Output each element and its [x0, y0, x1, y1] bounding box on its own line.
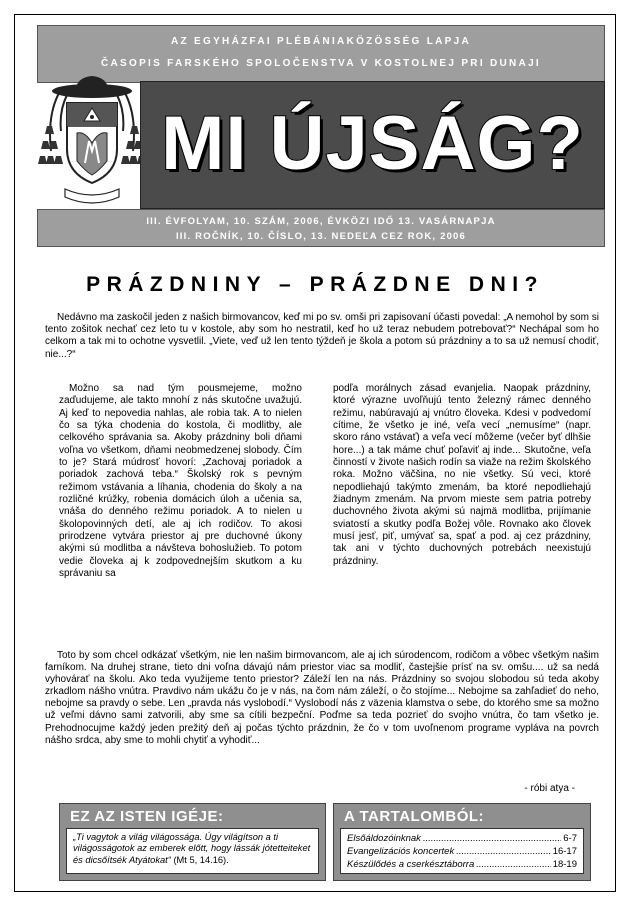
contents-item-name: Evangelizációs koncertek — [347, 846, 455, 857]
article-closing — [45, 650, 599, 747]
newsletter-page — [14, 14, 616, 892]
contents-item-pages: 18-19 — [552, 859, 577, 870]
header-line-slovak: ČASOPIS FARSKÉHO SPOLOČENSTVA V KOSTOLNEJ PRI DUNAJI — [100, 58, 542, 69]
contents-item-name: Elsőáldozóinknak — [347, 833, 421, 844]
masthead — [140, 81, 605, 209]
right-column-paragraph: podľa morálnych zásad evanjelia. Naopak prázdniny, ktoré výrazne uvoľňujú tento železný rámec denného režimu, nabúravajú aj vnútro človeka. Kdesi v podvedomí cítime, že všetko je iné, veľa vecí „nemusíme“ (napr. skoro ráno vstávať) a veľa vecí môžeme (večer byť dlhšie hore...) a tak máme chuť poľaviť aj inde... Skutočne, veľa činností v živote našich rodín sa viaže na režim školského roka. Možno väčšina, no nie všetky. Sú veci, ktoré nepodliehajú takýmto zmenám, ba ktoré nepodliehajú žiadnym zmenám. Na prvom mieste sem patria potreby duchovného života akými sú najmä modlitba, prijímanie sviatostí a skutky podľa Božej vôle. Rovnako ako človek musí jesť, piť, umývať sa, spať a pod. aj cez prázdniny, tak ani v týchto duchovných potrebách neexistujú prázdniny. — [333, 383, 591, 567]
word-of-god-content — [66, 828, 319, 874]
issue-line-hungarian: III. ÉVFOLYAM, 10. SZÁM, 2006, ÉVKÖZI IDŐ 13. VASÁRNAPJA — [146, 216, 496, 227]
word-of-god-title: EZ AZ ISTEN IGÉJE: — [70, 808, 224, 825]
masthead-title: MI ÚJSÁG? — [161, 101, 584, 186]
article-column-left — [59, 383, 302, 581]
contents-box — [333, 803, 591, 881]
issue-info-bar — [37, 209, 605, 247]
contents-item[interactable] — [347, 859, 577, 872]
coat-of-arms-icon — [37, 71, 147, 211]
article-intro — [45, 312, 599, 361]
contents-item-pages: 16-17 — [552, 846, 577, 857]
contents-item[interactable] — [347, 833, 577, 846]
contents-item-pages: 6-7 — [563, 833, 577, 844]
left-column-paragraph: Možno sa nad tým pousmejeme, možno zaďudujeme, ale takto mnohí z nás skutočne uvažujú. Aj keď to nepovedia nahlas, ale robia tak. A to nielen čo sa týka chodenia do kostola, či modlitby, ale celkového správania sa. Akoby prázdniny boli dňami voľna vo všetkom, dňami neobmedzenej slobody. Čím to je? Stará múdrosť hovorí: „Zachovaj poriadok a poriadok zachová teba.“ Školský rok s pevným režimom vstávania a líhania, chodenia do školy a na rozličné krúžky, robenia domácich úloh a učenia sa, vnáša do denného režimu poriadok. A to nielen u školopovinných detí, ale aj ich rodičov. To akosi prirodzene vytvára priestor aj pre duchovné úkony akými sú modlitba a návšteva bohoslužieb. To potom vedie človeka aj k zodpovednejším skutkom a ku správaniu sa — [59, 383, 302, 580]
word-of-god-box — [59, 803, 326, 881]
intro-paragraph: Nedávno ma zaskočil jeden z našich birmovancov, keď mi po sv. omši pri zapisovaní účasti povedal: „A nemohol by som si tento zošitok nechať cez leto tu v kostole, aby som ho nestratil, keď ho už teraz nebudem potrebovať?“ Nechápal som ho celkom a tak mi to ochotne vysvetlil. „Viete, veď už len tento týždeň je škola a potom sú prázdniny a to sa už nemusí chodiť, nie...?“ — [45, 312, 599, 360]
bible-reference: (Mt 5, 14.16). — [173, 854, 229, 865]
bible-quote-text: „Ti vagytok a világ világossága. Úgy világítson a ti világosságotok az emberek előtt, hogy lássák jótetteiteket és dicsőítsék Atyátokat“ — [73, 832, 311, 865]
bible-quote — [73, 832, 312, 866]
contents-list — [340, 828, 584, 874]
issue-line-slovak: III. ROČNÍK, 10. ČÍSLO, 13. NEDEĽA CEZ ROK, 2006 — [175, 231, 467, 242]
leader-dots — [476, 859, 550, 870]
contents-item-name: Készülődés a cserkésztáborra — [347, 859, 475, 870]
closing-paragraph: Toto by som chcel odkázať všetkým, nie len našim birmovancom, ale aj ich súrodencom, rodičom a vôbec všetkým našim farníkom. Na druhej strane, tieto dni voľna dávajú nám priestor viac sa modliť, častejšie prísť na sv. omšu.... už sa nedá vyhovárať na školu. Ako teda využijeme tento priestor? Záleží len na nás. Prázdniny so svojou slobodou sú teda akoby zrkadlom nášho vnútra. Pravdivo nám ukážu čo je v nás, na čom nám záleží, o čo stojíme... Nebojme sa zahľadieť do neho, nebojme sa pravdy o sebe. Len „pravda nás vyslobodí.“ Vyslobodí nás z väzenia klamstva o sebe, do ktorého sme sa možno už veľmi dávno sami zatvorili, aby sme sa cítili bezpeční. Poďme sa teda pozrieť do svojho vnútra, čo tam všetko je. Prehodnocujme každý jeden prežitý deň aj počas týchto prázdnin, že čo v tom uvoľnenom programe vypláva na povrch nášho srdca, aby sme to mohli chytiť a vyhodiť... — [45, 650, 599, 746]
article-signature: - róbi atya - — [524, 783, 575, 794]
article-headline: PRÁZDNINY – PRÁZDNE DNI? — [86, 273, 544, 296]
contents-title: A TARTALOMBÓL: — [344, 808, 485, 825]
article-column-right — [333, 383, 591, 568]
leader-dots — [423, 833, 561, 844]
header-line-hungarian: AZ EGYHÁZFAI PLÉBÁNIAKÖZÖSSÉG LAPJA — [171, 36, 471, 47]
contents-item[interactable] — [347, 846, 577, 859]
leader-dots — [456, 846, 550, 857]
